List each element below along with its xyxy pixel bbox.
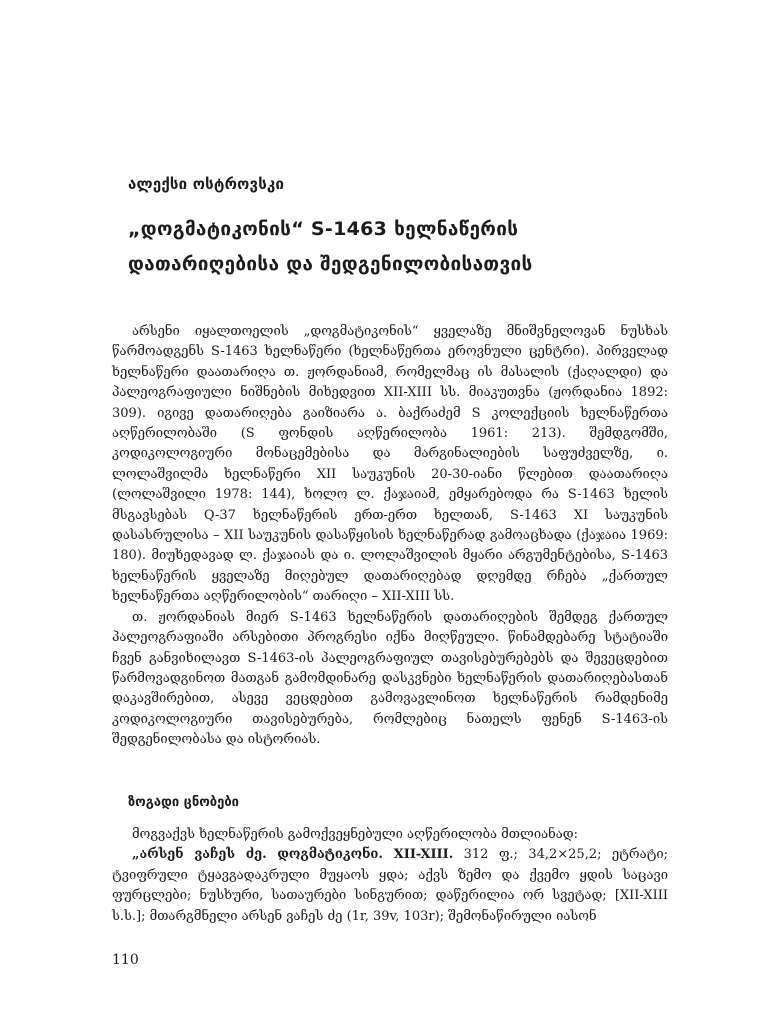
section-body (112, 825, 668, 927)
section-heading: ზოგადი ცნობები (128, 795, 239, 810)
title-line-2: დათარიღებისა და შედგენილობისათვის (128, 253, 533, 275)
body-paragraph-2: თ. ჟორდანიას მიერ S-1463 ხელნაწერის დათარიღების შემდეგ ქართულ პალეოგრაფიაში არსებითი პროგრესი იქნა მიღწეული. წინამდებარე სტატიაში ჩვენ განვიხილავთ S-1463-ის პალეოგრაფიულ თავისებურებებს და შევეცდებით წარმოვადგინოთ მათგან გამომდინარე დასკვნები ხელნაწერის დათარიღებასთან დაკავშირებით, ასევე ვეცდებით გამოვავლინოთ ხელნაწერის რამდენიმე კოდიკოლოგიური თავისებურება, რომლებიც ნათელს ფენენ S-1463-ის შედგენილობასა და ისტორიას. (112, 609, 668, 748)
body-paragraph-1: არსენი იყალთოელის „დოგმატიკონის“ ყველაზე მნიშვნელოვან ნუსხას წარმოადგენს S-1463 ხელნაწერი (ხელნაწერთა ეროვნული ცენტრი). პირველად ხელნაწერი დაათარიღა თ. ჟორდანიამ, რომელმაც ის მასალის (ქაღალდი) და პალეოგრაფიული ნიშნების მიხედვით XII-XIII სს. მიაკუთვნა (ჟორდანია 1892: 309). იგივე დათარიღება გაიზიარა ა. ბაქრაძემ S კოლექციის ხელნაწერთა აღწერილობაში (S ფონდის აღწერილობა 1961: 213). შემდგომში, კოდიკოლოგიური მონაცემებისა და მარგინალიების საფუძველზე, ი. ლოლაშვილმა ხელნაწერი XII საუკუნის 20-30-იანი წლებით დაათარიღა (ლოლაშვილი 1978: 144), ხოლო ლ. ქაჯაიამ, ემყარებოდა რა S-1463 ხელის მსგავსებას Q-37 ხელნაწერის ერთ-ერთ ხელთან, S-1463 XI საუკუნის დასასრულისა – XII საუკუნის დასაწყისის ხელნაწერად გამოაცხადა (ქაჯაია 1969: 180). მიუხედავად ლ. ქაჯაიას და ი. ლოლაშვილის მყარი არგუმენტებისა, S-1463 ხელნაწერის ყველაზე მიღებულ დათარიღებად დღემდე რჩება „ქართულ ხელნაწერთა აღწერილობის“ თარიღი – XII-XIII სს. (112, 324, 668, 605)
section-intro: მოგვაქვს ხელნაწერის გამოქვეყნებული აღწერილობა მთლიანად: (132, 827, 579, 842)
article-body (112, 322, 668, 751)
page-number: 110 (112, 952, 139, 968)
entry-rest: 312 ფ.; 34,2×25,2; ეტრატი; ტვიფრული ტყავგადაკრული მუყაოს ყდა; აქვს ზემო და ქვემო ყდის საცავი ფურცლები; ნუსხური, სათაურები სინგურით; დაწერილია ორ სვეტად; [XII-XIII ს.ს.]; მთარგმნელი არსენ ვაჩეს ძე (1r, 39v, 103r); შემონაწირული იასონ (112, 847, 668, 924)
author-name: ალექსი ოსტროვსკი (128, 175, 285, 193)
entry-lead: „არსენ ვაჩეს ძე. დოგმატიკონი. XII-XIII. (132, 847, 454, 863)
article-title (128, 212, 668, 282)
section-entry (112, 845, 668, 927)
title-line-1: „დოგმატიკონის“ S-1463 ხელნაწერის (128, 218, 519, 240)
